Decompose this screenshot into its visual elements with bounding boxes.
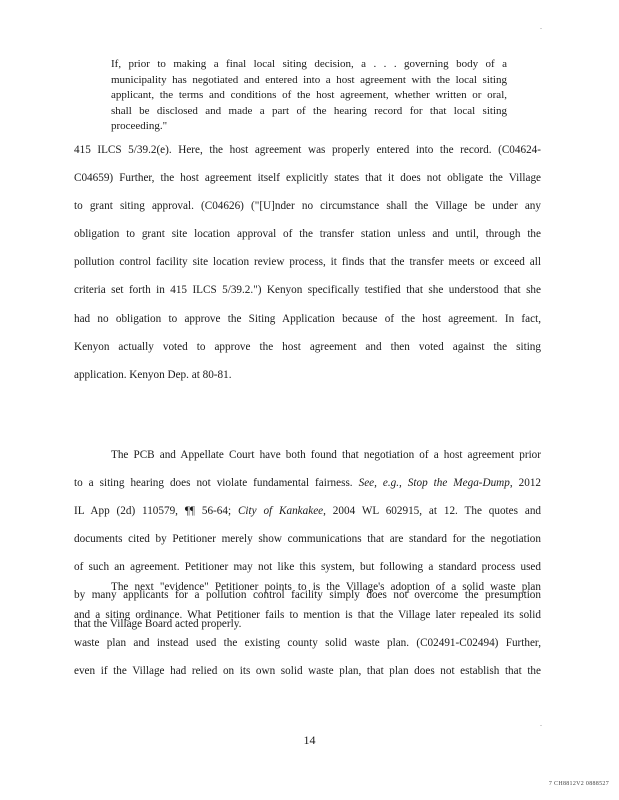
body-line: The PCB and Appellate Court have both found that negotiation of a host agreement prior — [111, 449, 541, 461]
body-line: application. Kenyon Dep. at 80-81. — [74, 368, 232, 381]
text-run: IL App (2d) 110579, ¶¶ 56-64; — [74, 505, 238, 518]
case-citation: City of Kankakee — [237, 505, 324, 518]
quote-line: municipality has negotiated and entered into a host agreement with the local siting — [111, 73, 507, 86]
body-line: that the Village Board acted properly. — [74, 617, 242, 630]
body-line — [74, 497, 541, 525]
quote-line: If, prior to making a final local siting decision, a . . . governing body of a — [111, 58, 507, 70]
paragraph-solid-waste-plan — [74, 573, 541, 685]
body-line: C04659) Further, the host agreement itself explicitly states that it does not obligate the Village — [74, 172, 541, 185]
body-line: documents cited by Petitioner merely show communications that are standard for the negotiation — [74, 533, 541, 546]
body-line: obligation to grant site location approval of the transfer station unless and until, through the — [74, 228, 541, 241]
body-line: to grant siting approval. (C04626) ("[U]nder no circumstance shall the Village be under any — [74, 200, 541, 213]
body-line: The next "evidence" Petitioner points to is the Village's adoption of a solid waste plan — [111, 581, 541, 593]
text-run: , 2004 WL 602915, at 12. The quotes and — [323, 505, 542, 518]
body-line: even if the Village had relied on its own solid waste plan, that plan does not establish that the — [74, 665, 541, 678]
page-number: 14 — [303, 733, 316, 747]
body-line: 415 ILCS 5/39.2(e). Here, the host agreement was properly entered into the record. (C04624- — [74, 144, 541, 156]
quote-line: applicant, the terms and conditions of the host agreement, whether written or oral, — [111, 89, 507, 101]
block-quote — [111, 57, 507, 135]
body-line: had no obligation to approve the Siting Application because of the host agreement. In fact, — [74, 312, 541, 325]
text-run: to a siting hearing does not violate fundamental fairness. — [74, 477, 359, 490]
quote-line: proceeding." — [111, 120, 168, 132]
body-line: of such an agreement. Petitioner may not like this system, but following a standard process used — [74, 561, 541, 574]
body-line: criteria set forth in 415 ILCS 5/39.2.") Kenyon specifically testified that she understood that she — [74, 284, 541, 297]
body-line: and a siting ordinance. What Petitioner fails to mention is that the Village later repealed its solid — [74, 609, 541, 622]
body-line: by many applicants for a pollution control facility simply does not overcome the presumption — [74, 589, 541, 602]
scan-mark: - — [540, 723, 542, 729]
body-line: waste plan and instead used the existing county solid waste plan. (C02491-C02494) Further, — [74, 637, 541, 650]
paragraph-host-agreement — [74, 136, 541, 389]
text-run: , 2012 — [509, 477, 542, 490]
case-citation-signal: See, e.g., Stop the Mega-Dump — [358, 477, 510, 490]
document-id: 7 CH8812V2 0888527 — [548, 781, 609, 787]
body-line — [74, 469, 541, 497]
body-line: pollution control facility site location review process, it finds that the transfer meets or exceed all — [74, 256, 541, 269]
scan-mark: - — [540, 26, 542, 32]
quote-line: shall be disclosed and made a part of the hearing record for that local siting — [111, 104, 507, 117]
body-line: Kenyon actually voted to approve the host agreement and then voted against the siting — [74, 340, 541, 353]
